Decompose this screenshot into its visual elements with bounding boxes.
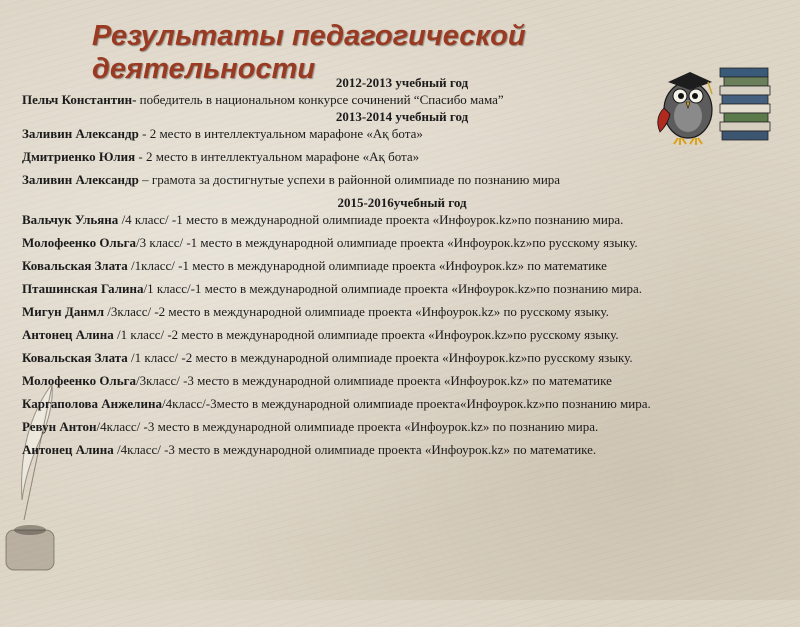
achievement-text: - 2 место в интеллектуальном марафоне «Ақ бота» <box>138 126 423 141</box>
student-name: Ковальская Злата <box>22 350 128 365</box>
achievement-text: /4класс/-3место в международной олимпиаде проекта«Инфоурок.kz»по познанию мира. <box>161 396 651 411</box>
achievement-text: /4класс/ -3 место в международной олимпиаде проекта «Инфоурок.kz» по математике. <box>113 442 597 457</box>
achievement-row <box>22 326 782 343</box>
achievement-row <box>22 280 782 297</box>
student-name: Мигун Данмл <box>22 304 104 319</box>
achievement-row <box>22 303 782 320</box>
achievement-row <box>22 148 782 165</box>
achievement-text: победитель в национальном конкурсе сочинений “Спасибо мама” <box>136 92 504 107</box>
achievement-text: - 2 место в интеллектуальном марафоне «Ақ бота» <box>135 149 420 164</box>
student-name: Молофеенко Ольга <box>22 235 136 250</box>
achievement-text: /1 класс/ -2 место в международной олимпиаде проекта «Инфоурок.kz»по русскому языку. <box>127 350 633 365</box>
student-name: Пельч Константин- <box>22 92 137 107</box>
achievement-text: /3класс/ -2 место в международной олимпиаде проекта «Инфоурок.kz» по русскому языку. <box>104 304 609 319</box>
achievement-row <box>22 91 782 108</box>
page-title: Результаты педагогической деятельности <box>92 20 526 85</box>
achievement-text: /1 класс/ -2 место в международной олимпиаде проекта «Инфоурок.kz»по русскому языку. <box>113 327 619 342</box>
school-year-heading: 2012-2013 учебный год <box>335 75 469 90</box>
achievement-row <box>22 395 782 412</box>
student-name: Дмитриенко Юлия <box>22 149 136 164</box>
achievement-text: /1класс/ -1 место в международной олимпиаде проекта «Инфоурок.kz» по математике <box>127 258 607 273</box>
achievement-row <box>22 372 782 389</box>
achievement-text: /4класс/ -3 место в международной олимпиаде проекта «Инфоурок.kz» по познанию мира. <box>96 419 599 434</box>
achievement-text: /4 класс/ -1 место в международной олимпиаде проекта «Инфоурок.kz»по познанию мира. <box>118 212 624 227</box>
achievement-row <box>22 441 782 458</box>
student-name: Ревун Антон <box>22 419 97 434</box>
achievement-text: /3 класс/ -1 место в международной олимпиаде проекта «Инфоурок.kz»по русскому языку. <box>136 235 638 250</box>
school-year-heading: 2015-2016учебный год <box>337 195 467 210</box>
achievement-text: – грамота за достигнутые успехи в районной олимпиаде по познанию мира <box>138 172 561 187</box>
school-year-heading: 2013-2014 учебный год <box>335 109 469 124</box>
achievement-text: /3класс/ -3 место в международной олимпиаде проекта «Инфоурок.kz» по математике <box>136 373 612 388</box>
achievement-row <box>22 125 782 142</box>
achievement-row <box>22 418 782 435</box>
student-name: Заливин Александр <box>22 126 139 141</box>
achievement-row <box>22 211 782 228</box>
achievement-text: /1 класс/-1 место в международной олимпиаде проекта «Инфоурок.kz»по познанию мира. <box>143 281 643 296</box>
student-name: Антонец Алина <box>22 442 114 457</box>
student-name: Молофеенко Ольга <box>22 373 136 388</box>
achievement-row <box>22 171 782 188</box>
achievement-row <box>22 257 782 274</box>
student-name: Заливин Александр <box>22 172 139 187</box>
achievements-list <box>22 74 782 458</box>
student-name: Ковальская Злата <box>22 258 128 273</box>
student-name: Антонец Алина <box>22 327 114 342</box>
student-name: Пташинская Галина <box>22 281 144 296</box>
achievement-row <box>22 349 782 366</box>
student-name: Каргаполова Анжелина <box>22 396 162 411</box>
student-name: Вальчук Ульяна <box>22 212 119 227</box>
achievement-row <box>22 234 782 251</box>
